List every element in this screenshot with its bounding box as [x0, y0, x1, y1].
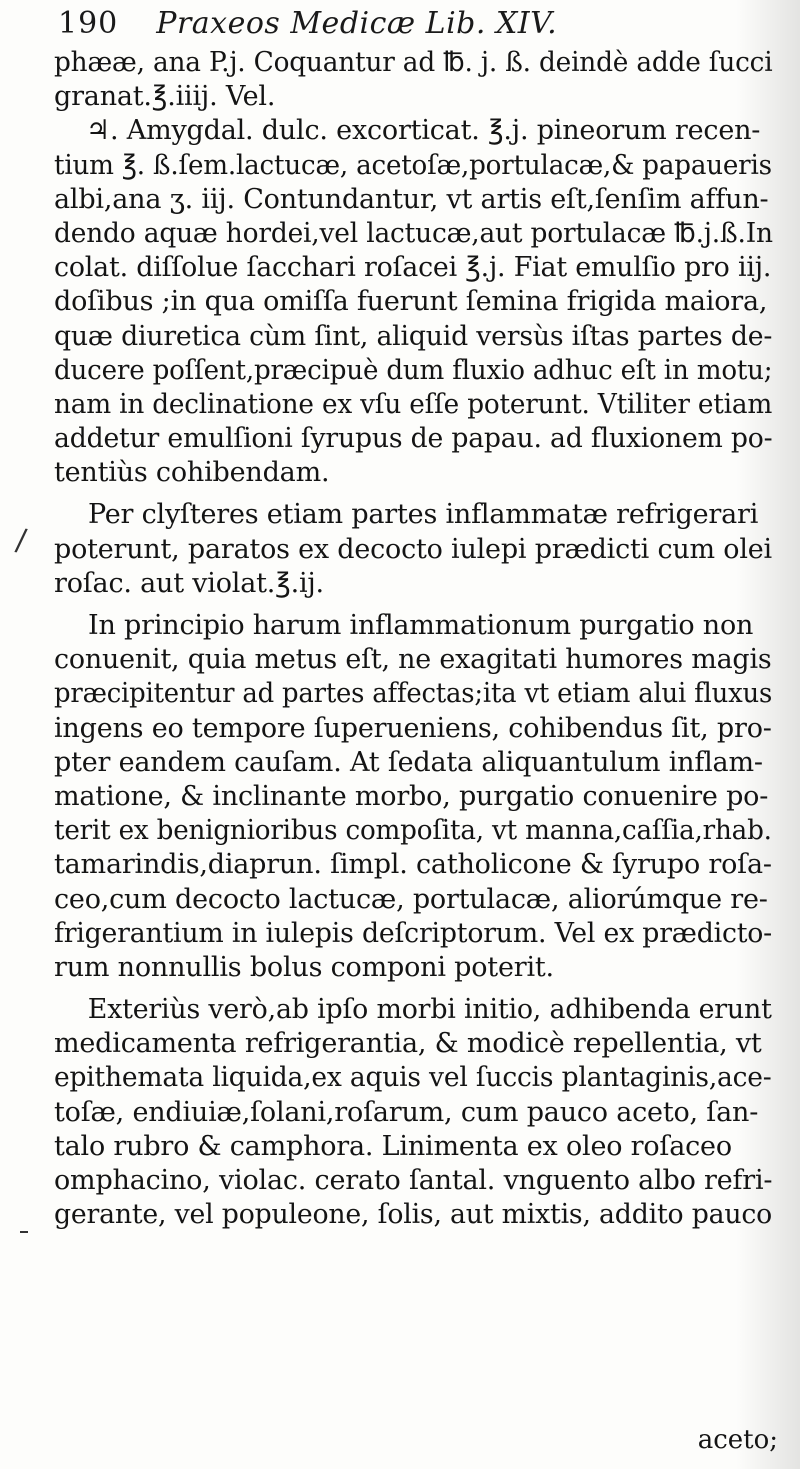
text-line: ♃. Amygdal. dulc. excorticat. ℥.j. pineorum recen- — [86, 115, 761, 147]
text-line: In principio harum inflammationum purgatio non — [88, 610, 754, 641]
catchword: aceto; — [697, 1425, 778, 1455]
running-title: Praxeos Medicæ Lib. XIV. — [156, 6, 558, 41]
paragraph-gap — [54, 985, 772, 993]
paragraph-gap — [54, 490, 772, 498]
margin-dash — [20, 1231, 28, 1233]
page-number: 190 — [58, 6, 119, 41]
paragraph-gap — [54, 601, 772, 609]
running-head — [54, 6, 772, 46]
text-line: Per clyſteres etiam partes inflammatæ refrigerari — [88, 499, 759, 531]
body-text: phææ, ana P.j. Coquantur ad ℔. j. ß. deindè adde ſucci granat.℥.iiij. Vel. ♃. Amygdal. dulc. excorticat. ℥.j. pineorum recen- tium ℥. ß.ſem.lactucæ, acetoſæ,portulacæ,& papaueris albi,ana ʒ. iij. Contundantur, vt artis eſt,ſenſim affun- dendo aquæ hordei,vel lactucæ,aut portulacæ ℔.j.ß.In colat. diſſolue ſacchari roſacei ℥.j. Fiat emulſio pro iij. doſibus ;in qua omiſſa fuerunt ſemina frigida maiora, quæ diuretica cùm ſint, aliquid versùs iſtas partes de- ducere poſſent,præcipuè dum fluxio adhuc eſt in motu; nam in declinatione ex vſu eſſe poterunt. Vtiliter etiam addetur emulſioni ſyrupus de papau. ad fluxionem po- tentiùs cohibendam. Per clyſteres etiam partes inflammatæ refrigerari poterunt, paratos ex decocto iulepi prædicti cum olei roſac. aut violat.℥.ij. In principio harum inflammationum purgatio non conuenit, quia metus eſt, ne exagitati humores magis præcipitentur ad partes affectas;ita vt etiam alui fluxus ingens eo tempore ſuperueniens, cohibendus ſit, pro- pter eandem cauſam. At ſedata aliquantulum inflam- matione, & inclinante morbo, purgatio conuenire po- terit ex benignioribus compoſita, vt manna,caſſia,rhab. tamarindis,diaprun. ſimpl. catholicone & ſyrupo roſa- ceo,cum decocto lactucæ, portulacæ, aliorúmque re- frigerantium in iulepis deſcriptorum. Vel ex prædicto- rum nonnullis bolus componi poterit. Exteriùs verò,ab ipſo morbi initio, adhibenda erunt medicamenta refrigerantia, & modicè repellentia, vt epithemata liquida,ex aquis vel ſuccis plantaginis,ace- toſæ, endiuiæ,ſolani,roſarum, cum pauco aceto, ſan- talo rubro & camphora. Linimenta ex oleo roſaceo omphacino, violac. cerato ſantal. vnguento albo refri- gerante, vel populeone, ſolis, aut mixtis, addito pauco — [54, 47, 773, 1231]
margin-mark: / — [13, 522, 29, 559]
text-line: Exteriùs verò,ab ipſo morbi initio, adhibenda erunt — [87, 994, 772, 1026]
